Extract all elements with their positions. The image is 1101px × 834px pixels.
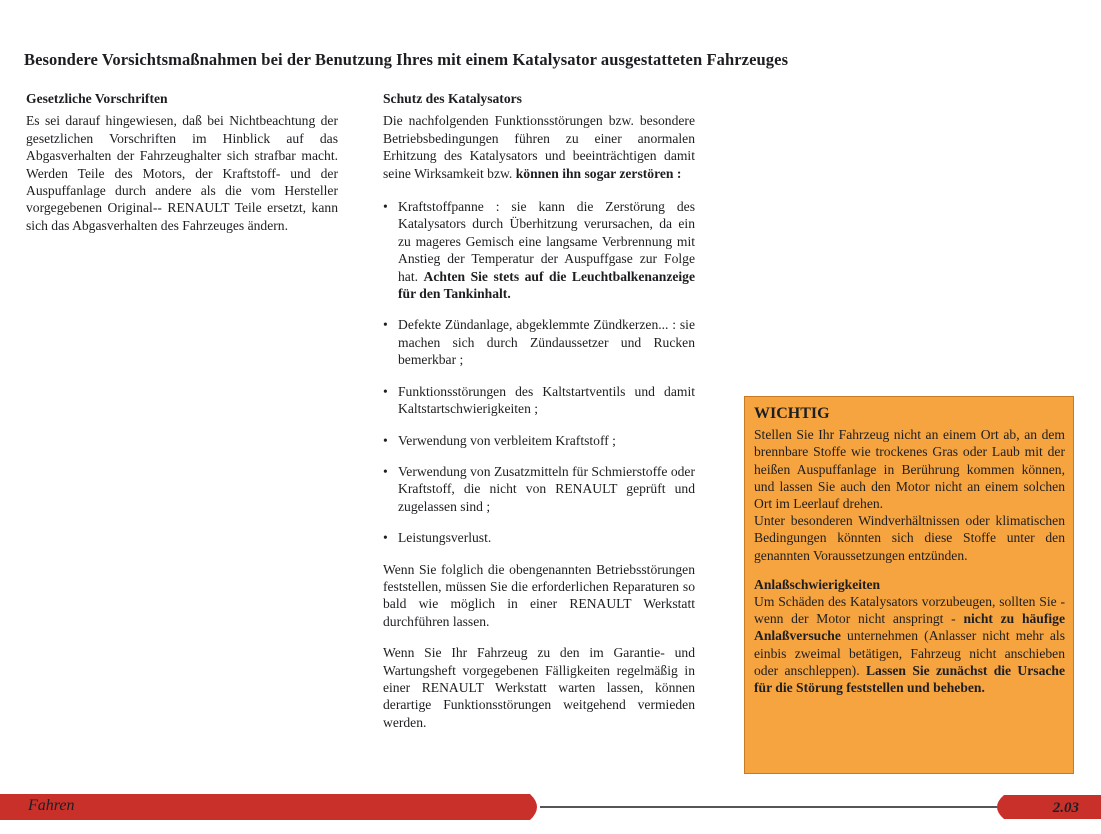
protection-column — [383, 90, 695, 731]
cause-list — [383, 198, 695, 547]
list-item-text: Funktionsstörungen des Kaltstartventils und damit Kaltstartschwierigkeiten ; — [398, 383, 695, 417]
start-difficulties-text — [754, 593, 1065, 696]
footer-section-label: Fahren — [28, 797, 75, 814]
start-difficulties-heading: Anlaßschwierigkeiten — [754, 576, 881, 592]
protection-intro — [383, 112, 695, 182]
list-item-text: Verwendung von verbleitem Kraftstoff ; — [398, 432, 616, 448]
warning-text-2: Unter besonderen Windverhältnissen oder klimatischen Bedingungen könnten sich diese Stoffe unter den genannten Voraussetzungen entzünden. — [754, 513, 1065, 563]
list-item — [383, 316, 695, 368]
start-text-bold: nicht zu häufige Anlaßversuche — [754, 611, 1066, 644]
list-item — [383, 432, 695, 449]
maintenance-paragraph: Wenn Sie Ihr Fahrzeug zu den im Garantie- und Wartungsheft vorgegebenen Fälligkeiten regelmäßig in einer RENAULT Werkstatt warten lassen, können derartige Funktionsstörungen weitgehend vermieden werden. — [383, 645, 695, 730]
warning-text-1: Stellen Sie Ihr Fahrzeug nicht an einem Ort ab, an dem brennbare Stoffe wie trockenes Gras oder Laub mit der heißen Auspuffanlage in Berührung kommen können, und lassen Sie auch den Motor nicht an einem solchen Ort im Leerlauf drehen. — [754, 427, 1065, 512]
protection-heading: Schutz des Katalysators — [383, 91, 522, 106]
page-number: 2.03 — [1052, 800, 1079, 816]
legal-heading: Gesetzliche Vorschriften — [26, 91, 168, 106]
page-title: Besondere Vorsichtsmaßnahmen bei der Benutzung Ihres mit einem Katalysator ausgestatteten Fahrzeuges — [24, 50, 789, 69]
warning-title: WICHTIG — [754, 405, 830, 422]
start-final-bold: Lassen Sie zunächst die Ursache für die Störung feststellen und beheben. — [754, 662, 1065, 696]
list-item-text: Leistungsverlust. — [398, 530, 492, 546]
repairs-paragraph: Wenn Sie folglich die obengenannten Betriebsstörungen feststellen, müssen Sie die erforderlichen Reparaturen so bald wie möglich in einer RENAULT Werkstatt durchführen lassen. — [383, 561, 695, 629]
list-item-text: Defekte Zündanlage, abgeklemmte Zündkerzen... : sie machen sich durch Zündaussetzer und Rucken bemerkbar ; — [398, 317, 695, 368]
warning-box — [744, 396, 1074, 774]
footer-page-tab — [997, 795, 1101, 819]
legal-text: Es sei darauf hingewiesen, daß bei Nichtbeachtung der gesetzlichen Vorschriften im Hinblick auf das Abgasverhalten der Fahrzeughalter sich strafbar macht. Werden Teile des Motors, der Kraftstoff- und der Auspuffanlage durch andere als die vom Hersteller vorgegebenen Original-- RENAULT Teile ersetzt, kann sich das Abgasverhalten des Fahrzeuges ändern. — [26, 113, 338, 233]
list-item — [383, 463, 695, 515]
list-item — [383, 529, 695, 546]
footer-bar — [0, 793, 1101, 821]
legal-column — [26, 90, 338, 234]
protection-intro-text: Die nachfolgenden Funktionsstörungen bzw. besondere Betriebsbedingungen führen zu einer anormalen Erhitzung des Katalysators und beeinträchtigen damit seine Wirksamkeit bzw. — [383, 113, 695, 181]
list-item — [383, 198, 695, 302]
start-text-a: Um Schäden des Katalysators vorzubeugen, sollten Sie - wenn der Motor nicht anspringt - — [754, 594, 1065, 627]
list-item-text: Verwendung von Zusatzmitteln für Schmierstoffe oder Kraftstoff, die nicht von RENAULT geprüft und zugelassen sind ; — [398, 463, 695, 514]
protection-intro-bold: können ihn sogar zerstören : — [515, 165, 682, 181]
footer-section-tab — [0, 794, 537, 820]
start-text-b: unternehmen (Anlasser nicht mehr als einbis zweimal betätigen, Fahrzeug nicht anschieben oder anschleppen). — [754, 628, 1065, 678]
list-item-text: Kraftstoffpanne : sie kann die Zerstörung des Katalysators durch Überhitzung verursachen, da ein zu mageres Gemisch eine langsame Verbrennung mit Anstieg der Temperatur der Auspuffgase zur Folge hat. — [398, 199, 695, 284]
list-item-bold: Achten Sie stets auf die Leuchtbalkenanzeige für den Tankinhalt. — [398, 268, 695, 302]
list-item — [383, 383, 695, 418]
